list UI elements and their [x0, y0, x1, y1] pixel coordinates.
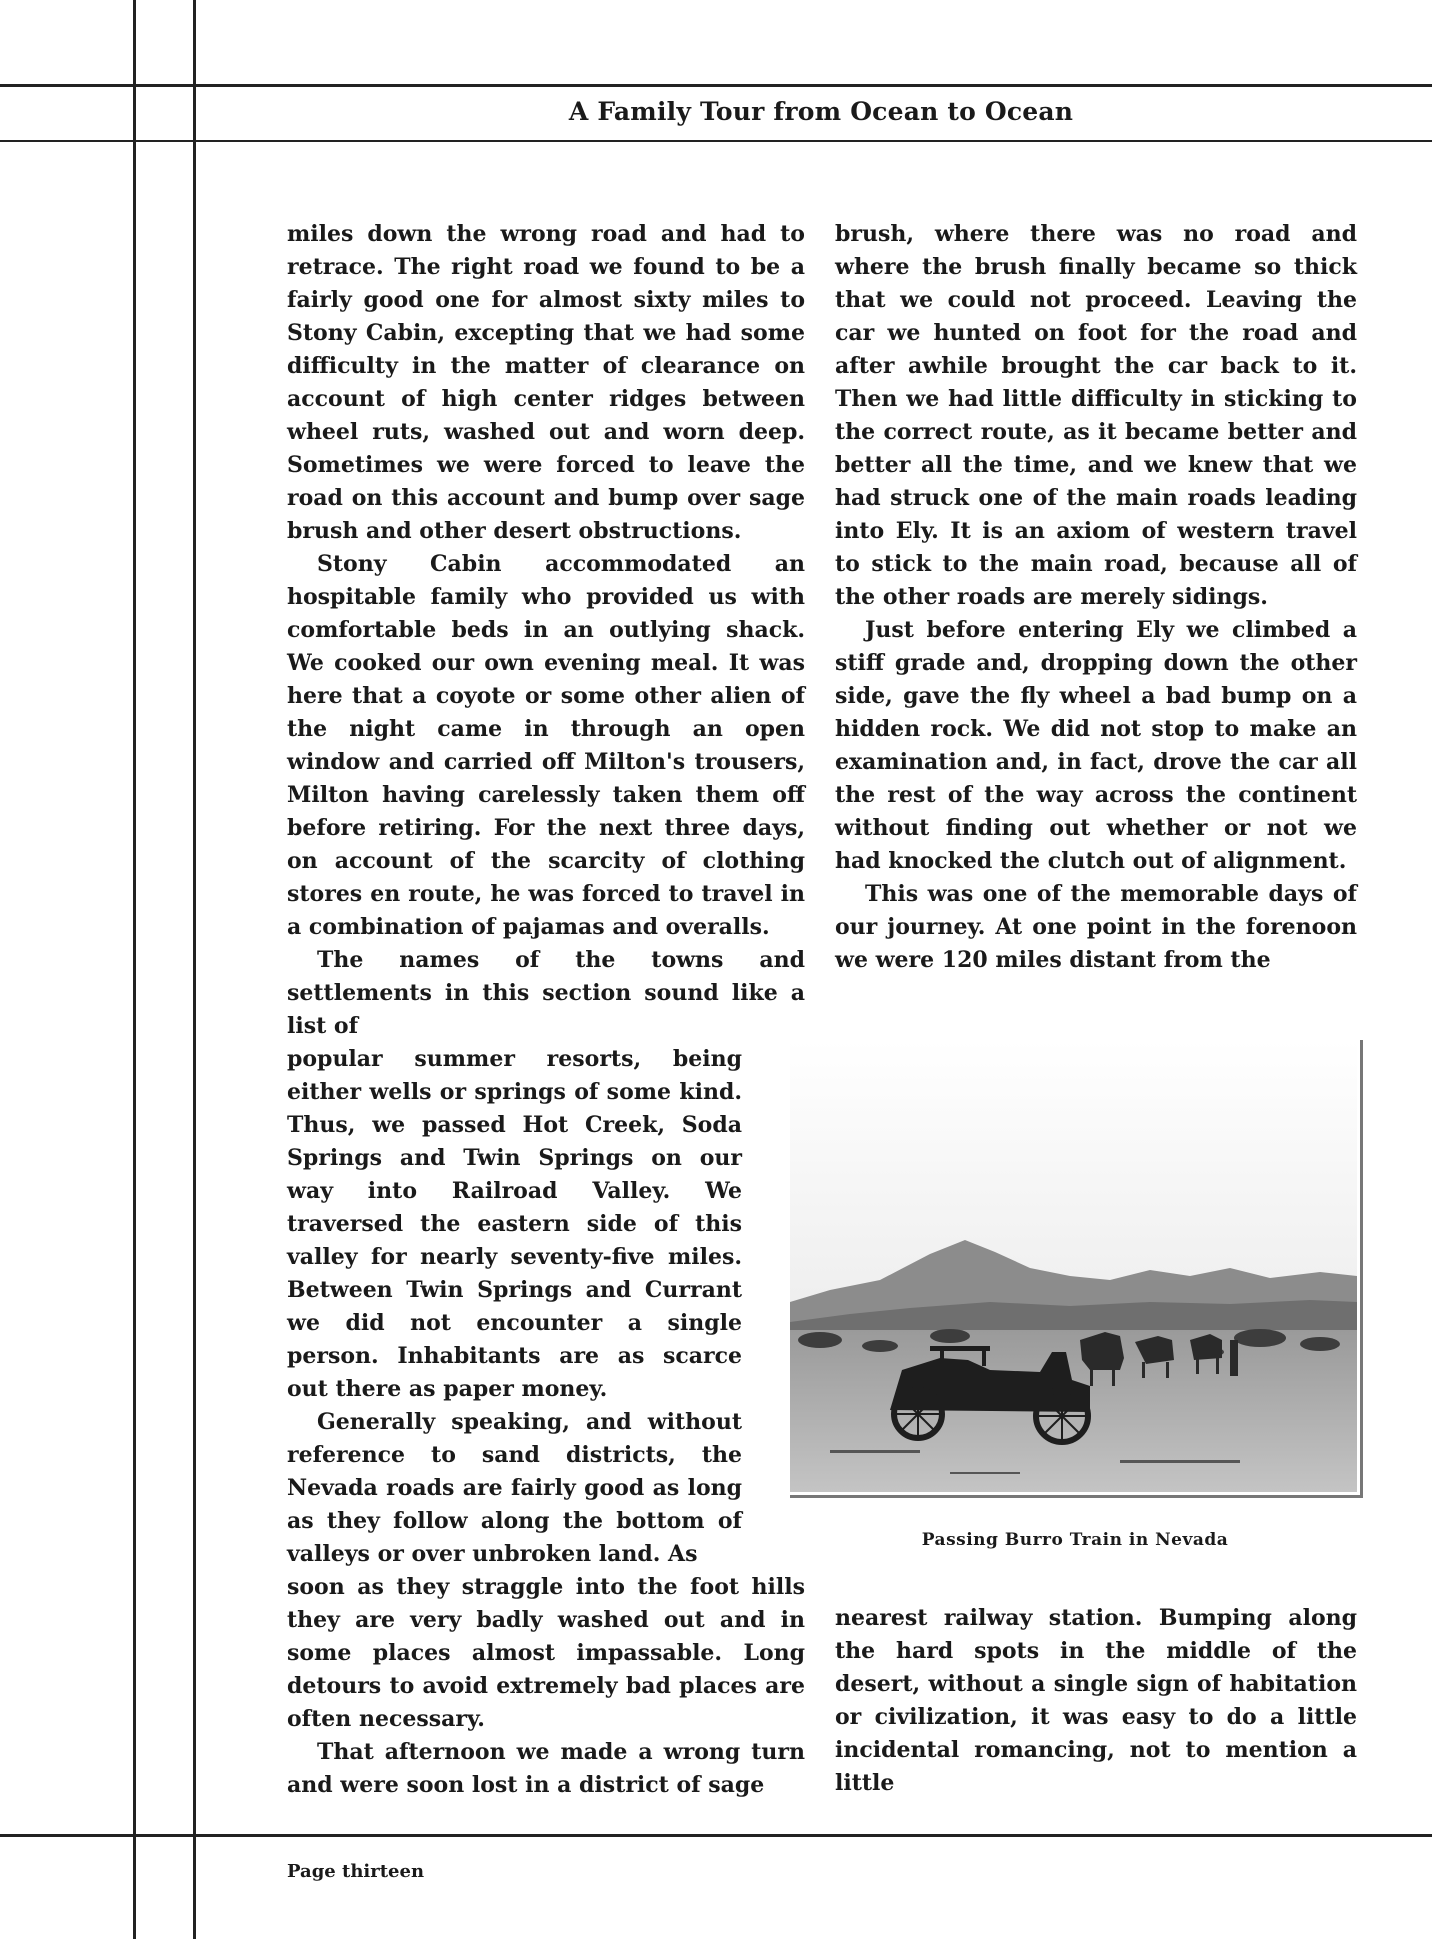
right-text-column-bottom — [835, 1602, 1357, 1800]
paragraph: Just before entering Ely we climbed a stiff grade and, dropping down the other side, gave the fly wheel a bad bump on a hidden rock. We did not stop to make an examination and, in fact, drove the car all the rest of the way across the continent without finding out whether or not we had knocked the clutch out of alignment. — [835, 617, 1357, 874]
photo-caption: Passing Burro Train in Nevada — [921, 1530, 1229, 1550]
paragraph-continued: brush, where there was no road and where the brush finally became so thick that we could not proceed. Leaving the car we hunted on foot for the road and after awhile brought the car back to it. Then we had little difficulty in sticking to the correct route, as it became better and better all the time, and we knew that we had struck one of the main roads leading into Ely. It is an axiom of western travel to stick to the main road, because all of the other roads are merely sidings. — [835, 221, 1357, 610]
paragraph: This was one of the memorable days of our journey. At one point in the forenoon we were 120 miles distant from the — [835, 881, 1357, 973]
header-rule-top — [0, 84, 1432, 87]
left-margin-rule-inner — [193, 0, 196, 1939]
left-margin-rule-outer — [133, 0, 136, 1939]
desert-car-photo — [790, 1040, 1363, 1498]
paragraph-continued: nearest railway station. Bumping along the hard spots in the middle of the desert, without a single sign of habitation or civilization, it was easy to do a little incidental romancing, not to mention a little — [835, 1605, 1357, 1796]
right-text-column-top — [835, 218, 1357, 977]
photo-illustration — [790, 1040, 1357, 1492]
paragraph: That afternoon we made a wrong turn and were soon lost in a district of sage — [287, 1739, 805, 1798]
paragraph: Stony Cabin accommodated an hospitable family who provided us with comfortable beds in an outlying shack. We cooked our own evening meal. It was here that a coyote or some other alien of the night came in through an open window and carried off Milton's trousers, Milton having carelessly taken them off before retiring. For the next three days, on account of the scarcity of clothing stores en route, he was forced to travel in a combination of pajamas and overalls. — [287, 551, 805, 940]
header-rule-bottom — [0, 140, 1432, 142]
paragraph-continued: popular summer resorts, being either wells or springs of some kind. Thus, we passed Hot Creek, Soda Springs and Twin Springs on our way into Railroad Valley. We traversed the eastern side of this valley for nearly seventy-five miles. Between Twin Springs and Currant we did not encounter a single person. Inhabitants are as scarce out there as paper money. — [287, 1046, 742, 1402]
left-text-column — [287, 218, 805, 1802]
paragraph: miles down the wrong road and had to retrace. The right road we found to be a fairly good one for almost sixty miles to Stony Cabin, excepting that we had some difficulty in the matter of clearance on account of high center ridges between wheel ruts, washed out and worn deep. Sometimes we were forced to leave the road on this account and bump over sage brush and other desert obstructions. — [287, 221, 805, 544]
paragraph: Generally speaking, and without reference to sand districts, the Nevada roads are fairly good as long as they follow along the bottom of valleys or over unbroken land. As — [287, 1409, 742, 1567]
paragraph-continued: soon as they straggle into the foot hills they are very badly washed out and in some places almost impassable. Long detours to avoid extremely bad places are often necessary. — [287, 1574, 805, 1732]
page-number-label: Page thirteen — [287, 1861, 425, 1882]
paragraph: The names of the towns and settlements in this section sound like a list of — [287, 947, 805, 1039]
footer-rule — [0, 1834, 1432, 1837]
running-header-title: A Family Tour from Ocean to Ocean — [568, 97, 1074, 126]
